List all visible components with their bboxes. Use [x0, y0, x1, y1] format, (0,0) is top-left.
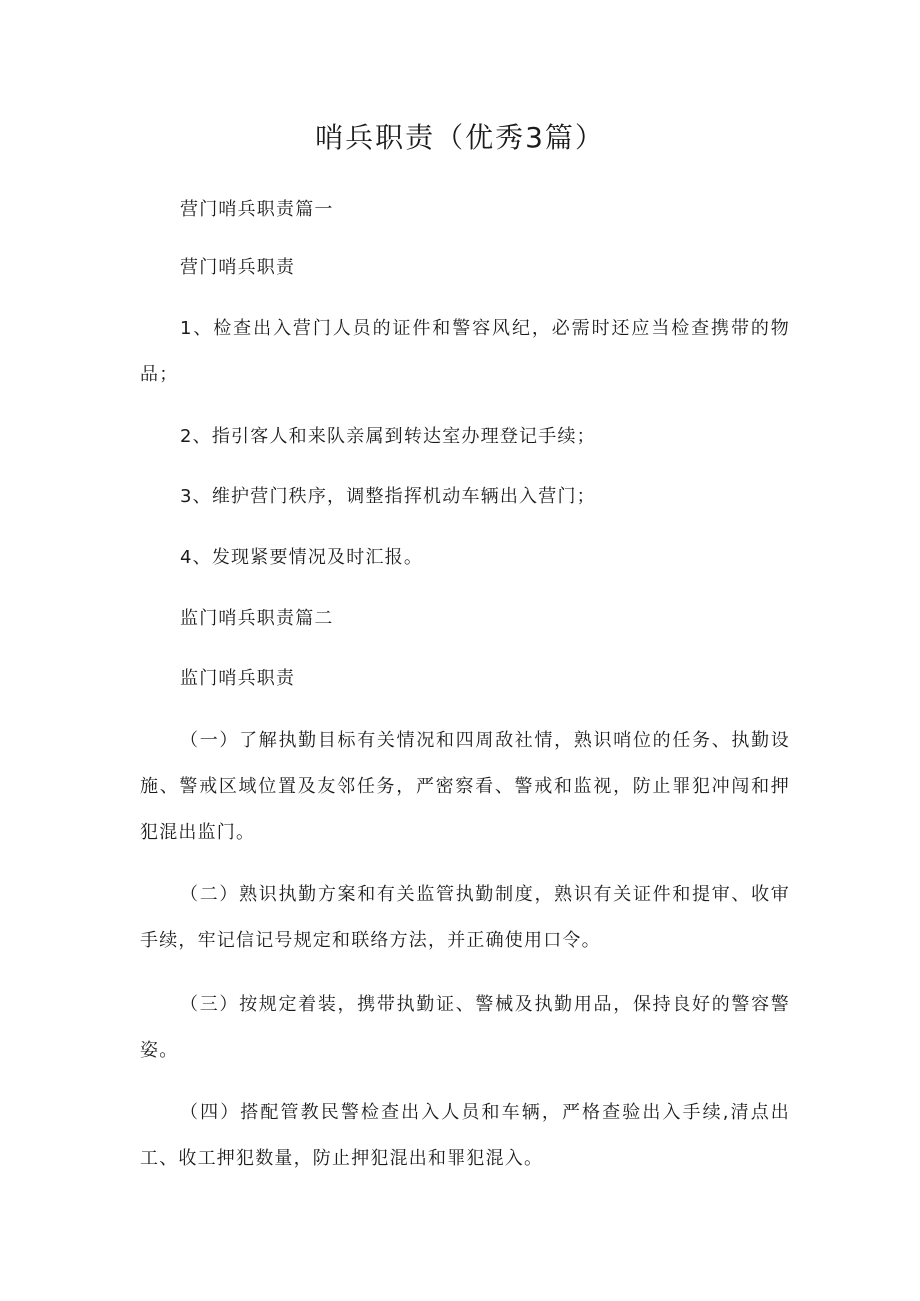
paragraph-7: （三）按规定着装，携带执勤证、警械及执勤用品，保持良好的警容警姿。 [140, 994, 790, 1061]
document-title: 哨兵职责（优秀3篇） [315, 121, 605, 154]
paragraph-1: 1、检查出入营门人员的证件和警容风纪，必需时还应当检查携带的物品； [140, 318, 790, 385]
paragraph-6: （二）熟识执勤方案和有关监管执勤制度，熟识有关证件和提审、收审手续，牢记信记号规定和联络方法，并正确使用口令。 [140, 884, 790, 951]
section-heading-2: 监门哨兵职责篇二 [180, 608, 334, 629]
subheading-1: 营门哨兵职责 [180, 257, 296, 278]
paragraph-4: 4、发现紧要情况及时汇报。 [180, 547, 424, 568]
paragraph-2: 2、指引客人和来队亲属到转达室办理登记手续； [180, 426, 596, 447]
section-heading-1: 营门哨兵职责篇一 [180, 199, 334, 220]
paragraph-5: （一）了解执勤目标有关情况和四周敌社情，熟识哨位的任务、执勤设施、警戒区域位置及友邻任务，严密察看、警戒和监视，防止罪犯冲闯和押犯混出监门。 [140, 730, 790, 843]
paragraph-8: （四）搭配管教民警检查出入人员和车辆，严格查验出入手续,清点出工、收工押犯数量，防止押犯混出和罪犯混入。 [140, 1102, 790, 1169]
subheading-2: 监门哨兵职责 [180, 668, 296, 689]
paragraph-3: 3、维护营门秩序，调整指挥机动车辆出入营门； [180, 486, 596, 507]
